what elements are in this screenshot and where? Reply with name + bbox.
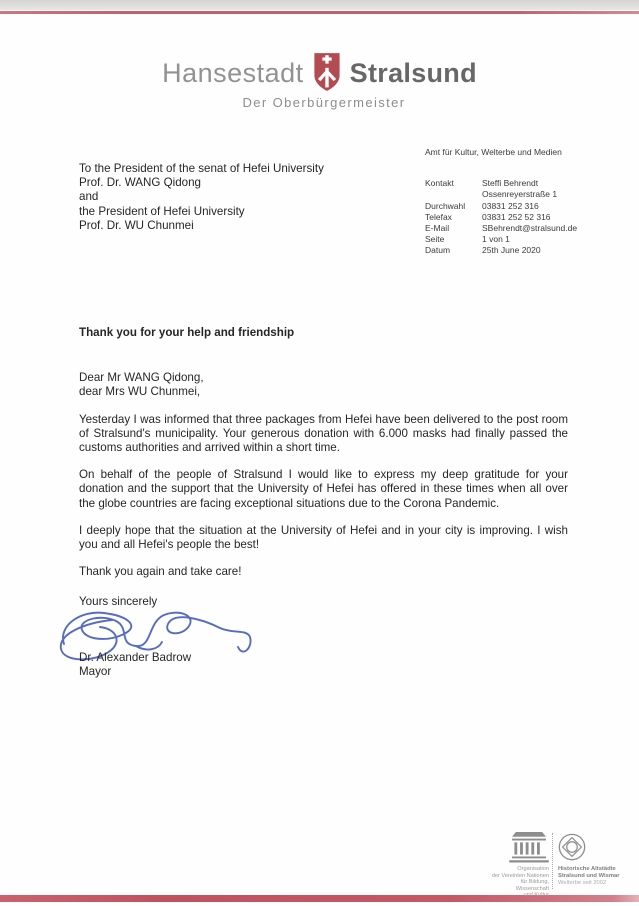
recipient-line: Prof. Dr. WU Chunmei xyxy=(79,218,194,232)
body-paragraph: I deeply hope that the situation at the University of Hefei and in your city is improving. I wish you and all Hefei's people the best! xyxy=(79,523,568,552)
body-paragraph: On behalf of the people of Stralsund I would like to express my deep gratitude for your donation and the support that the University of Hefei has offered in these times when all over the globe countries are facing exceptional situations due to the Corona Pandemic. xyxy=(79,468,568,510)
world-heritage-caption: Historische Altstädte Stralsund und Wismar Welterbe seit 2002 xyxy=(558,866,620,886)
unesco-caption: Organisation der Vereinten Nationen für Bildung, Wissenschaft und Kultur xyxy=(491,866,549,899)
contact-fax: 03831 252 52 316 xyxy=(482,211,551,222)
recipient-address xyxy=(79,162,324,233)
contact-email: SBehrendt@stralsund.de xyxy=(482,223,578,234)
meta-row xyxy=(425,189,577,200)
meta-row: Kontakt Steffi Behrendt xyxy=(425,178,539,189)
scan-top-edge xyxy=(0,0,639,10)
meta-row: Telefax 03831 252 52 316 xyxy=(425,211,551,222)
wordmark-light-text: Hansestadt xyxy=(162,57,304,88)
salutation: Dear Mr WANG Qidong, dear Mrs WU Chunmei, xyxy=(79,371,204,399)
meta-row: Durchwahl 03831 252 316 xyxy=(425,200,539,211)
mayor-office-subtitle: Der Oberbürgermeister xyxy=(242,95,406,110)
recipient-line: Prof. Dr. WANG Qidong xyxy=(79,176,201,190)
city-wordmark xyxy=(0,50,639,96)
signer-title: Mayor xyxy=(79,665,112,679)
meta-row: E-Mail SBehrendt@stralsund.de xyxy=(425,223,578,234)
department-name: Amt für Kultur, Welterbe und Medien xyxy=(425,147,562,157)
letter-body xyxy=(79,326,568,610)
letter-date: 25th June 2020 xyxy=(482,245,541,256)
footer-dotted-divider xyxy=(552,833,553,889)
page-count: 1 von 1 xyxy=(482,234,510,245)
contact-info-block xyxy=(425,147,577,257)
subject-line: Thank you for your help and friendship xyxy=(79,326,295,339)
meta-row: Seite 1 von 1 xyxy=(425,234,510,245)
body-paragraph: Thank you again and take care! xyxy=(79,565,242,579)
signature-block xyxy=(79,651,191,679)
recipient-line: and xyxy=(79,190,99,204)
recipient-line: the President of Hefei University xyxy=(79,204,245,218)
body-paragraph: Yesterday I was informed that three packages from Hefei have been delivered to the post room of Stralsund's municipality. Your generous donation with 6.000 masks had finally passed the customs authorities and arrived within a short time. xyxy=(79,412,568,455)
unesco-temple-icon xyxy=(508,832,550,864)
scan-top-red-line xyxy=(0,11,639,14)
contact-street: Ossenreyerstraße 1 xyxy=(482,189,558,200)
closing-line: Yours sincerely xyxy=(79,595,158,609)
contact-name: Steffi Behrendt xyxy=(482,178,539,189)
world-heritage-emblem-icon xyxy=(557,832,587,862)
stralsund-shield-icon xyxy=(313,51,341,93)
wordmark-bold-text: Stralsund xyxy=(349,57,477,88)
meta-row: Datum 25th June 2020 xyxy=(425,245,541,256)
recipient-line: To the President of the senat of Hefei University xyxy=(79,162,324,175)
contact-phone: 03831 252 316 xyxy=(482,200,539,211)
signer-name: Dr. Alexander Badrow xyxy=(79,651,192,664)
